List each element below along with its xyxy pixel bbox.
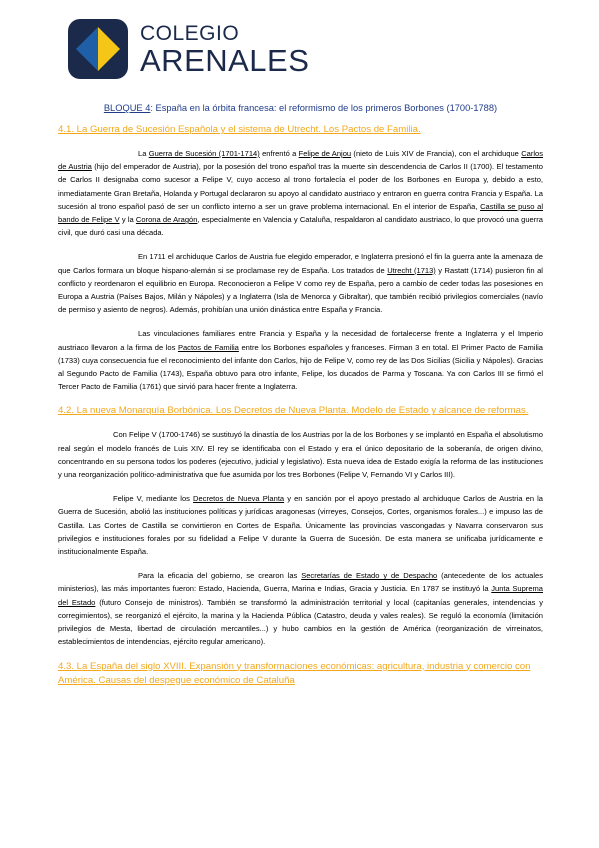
section-title-4-3: 4.3. La España del siglo XVIII. Expansión y transformaciones económicas: agricultura, industria y comercio con América. Causas del despegue económico de Cataluña [58, 660, 531, 686]
school-logo-icon [66, 17, 130, 81]
paragraph-4 [58, 428, 543, 481]
paragraph-text: , especialmente en Valencia y Cataluña, respaldaron al candidato austriaco, lo que provocó una guerra civil, que duró casi una década. [58, 215, 543, 238]
document-body [58, 103, 543, 698]
underlined-term: Corona de Aragón [135, 215, 198, 225]
paragraph-3 [58, 327, 543, 393]
paragraph-1 [58, 147, 543, 239]
paragraph-text: entre los Borbones españoles y franceses. Firman 3 en total. El Primer Pacto de Familia (1733) cuya consecuencia fue el reconocimiento del infante don Carlos, hijo de Felipe V, como rey de las Dos Sicilias (Sicilia y Nápoles). Gracias al Segundo Pacto de Familia (1743), España obtuvo para otro infante, Felipe, los ducados de Parma y Toscana. Ya con Carlos III se firmó el Tercer Pacto de Familia (1761) que sirvió para hacer frente a Inglaterra. [58, 342, 544, 392]
paragraph-text: Para la eficacia del gobierno, se crearon las [138, 571, 302, 581]
school-logo [66, 17, 309, 81]
school-name-line1: COLEGIO [140, 21, 240, 45]
paragraph-text: (nieto de Luis XIV de Francia), con el archiduque [351, 149, 522, 158]
paragraph-2 [58, 250, 543, 316]
paragraph-text: La [138, 149, 149, 158]
block-title: : España en la órbita francesa: el reformismo de los primeros Borbones (1700-1788) [150, 103, 498, 113]
underlined-term: Carlos de Austria [58, 149, 543, 172]
block-label: BLOQUE 4 [103, 103, 151, 113]
paragraph-text: Felipe V, mediante los [113, 494, 194, 504]
paragraph-text: (hijo del emperador de Austria), por la posesión del trono español tras la muerte sin descendencia de Carlos II (1700). El testamento de Carlos II designaba como sucesor a Felipe V, cuyo acceso al trono fortalecía el poder de los Borbones en Europa y, debido a esto, inmediatamente Gran Bretaña, Holanda y Portugal declararon su apoyo al candidato austriaco y entraron en guerra contra Francia y España. La sucesión al trono español pasó de ser un conflicto interno a ser un grave problema internacional. En el interior de España, [58, 162, 543, 211]
paragraph-text: (antecedente de los actuales ministerios), las más importantes fueron: Estado, Hacienda, Guerra, Marina e Indias, Gracia y Justicia. En 1787 se instituyó la [58, 571, 543, 594]
paragraph-text: y en sanción por el apoyo prestado al archiduque Carlos de Austria en la Guerra de Sucesión, abolió las instituciones políticas y jurídicas aragonesas (virreyes, Consejos, Cortes, organismos forales...) e impuso las de Castilla. Las Cortes de Castilla se convirtieron en Cortes de España. Únicamente las provincias vascongadas y Navarra conservaron sus privilegios e instituciones forales por su fidelidad a Felipe V durante la Guerra de Sucesión. De esta manera se unificaba jurídicamente e institucionalmente España. [58, 494, 543, 557]
paragraph-5 [58, 492, 543, 558]
paragraph-text: enfrentó a [259, 149, 299, 158]
underlined-term: Guerra de Sucesión (1701-1714) [148, 149, 260, 158]
underlined-term: Felipe de Anjou [298, 149, 352, 158]
school-name [140, 23, 309, 76]
underlined-term: Decretos de Nueva Planta [193, 494, 285, 504]
school-name-line2: ARENALES [140, 42, 310, 78]
paragraph-text: y la [119, 215, 136, 225]
underlined-term: Utrecht (1713) [387, 265, 436, 275]
paragraph-text: Con Felipe V (1700-1746) se sustituyó la dinastía de los Austrias por la de los Borbones y se implantó en España el absolutismo real según el modelo francés de Luis XIV. El rey se identificaba con el Estado y era el único depositario de la soberanía, de origen divino, concentrando en su persona todos los poderes (ejecutivo, judicial y legislativo). Esta nueva idea de Estado exigía la reforma de las instituciones y una reorganización político-administrativa que fue asumida por los tres Borbones (Felipe V, Fernando VI y Carlos III). [58, 430, 543, 480]
underlined-term: Castilla se puso al bando de Felipe V [58, 201, 544, 225]
section-title-4-1: 4.1. La Guerra de Sucesión Española y el sistema de Utrecht. Los Pactos de Familia. [58, 124, 421, 135]
paragraph-text: En 1711 el archiduque Carlos de Austria fue elegido emperador, e Inglaterra presionó el fin la guerra ante la amenaza de que Carlos formara un bloque hispano-alemán si se proclamase rey de España. Los tratados de [58, 252, 543, 275]
block-heading [58, 103, 543, 113]
section-title-4-2: 4.2. La nueva Monarquía Borbónica. Los Decretos de Nueva Planta. Modelo de Estado y alcance de reformas. [58, 405, 529, 417]
paragraph-text: Las vinculaciones familiares entre Francia y España y la necesidad de fortalecerse frente a Inglaterra y el Imperio austriaco llevaron a la firma de los [58, 329, 543, 352]
underlined-term: Pactos de Familia [177, 342, 239, 352]
underlined-term: Secretarías de Estado y de Despacho [301, 571, 438, 581]
underlined-term: Junta Suprema del Estado [58, 584, 543, 607]
paragraph-text: (futuro Consejo de ministros). También se transformó la administración territorial y local (capitanías generales, intendencias y corregimientos), se reorganizó el ejército, la marina y la Hacienda Pública (Catastro, deuda y vales reales). Se reguló la economía (limitación privilegios de Mesta, libertad de circulación mercantiles...) y hubo cambios en la gestión de América (reorganización de virreinatos, establecimientos de intendencias, ejército regular americano). [58, 597, 543, 647]
paragraph-6 [58, 569, 543, 648]
paragraph-text: y Rastatt (1714) pusieron fin al conflicto y reordenaron el equilibrio en Europa. Reconocieron a Felipe V como rey de España, pero a cambio de ceder todas las posesiones en Europa a Austria (Países Bajos, Milán y Nápoles) y a Inglaterra (Isla de Menorca y Gibraltar), que también recibió privilegios comerciales (navío de permiso y asiento de negros). Además, prohibían una unión dinástica entre España y Francia. [58, 265, 543, 315]
